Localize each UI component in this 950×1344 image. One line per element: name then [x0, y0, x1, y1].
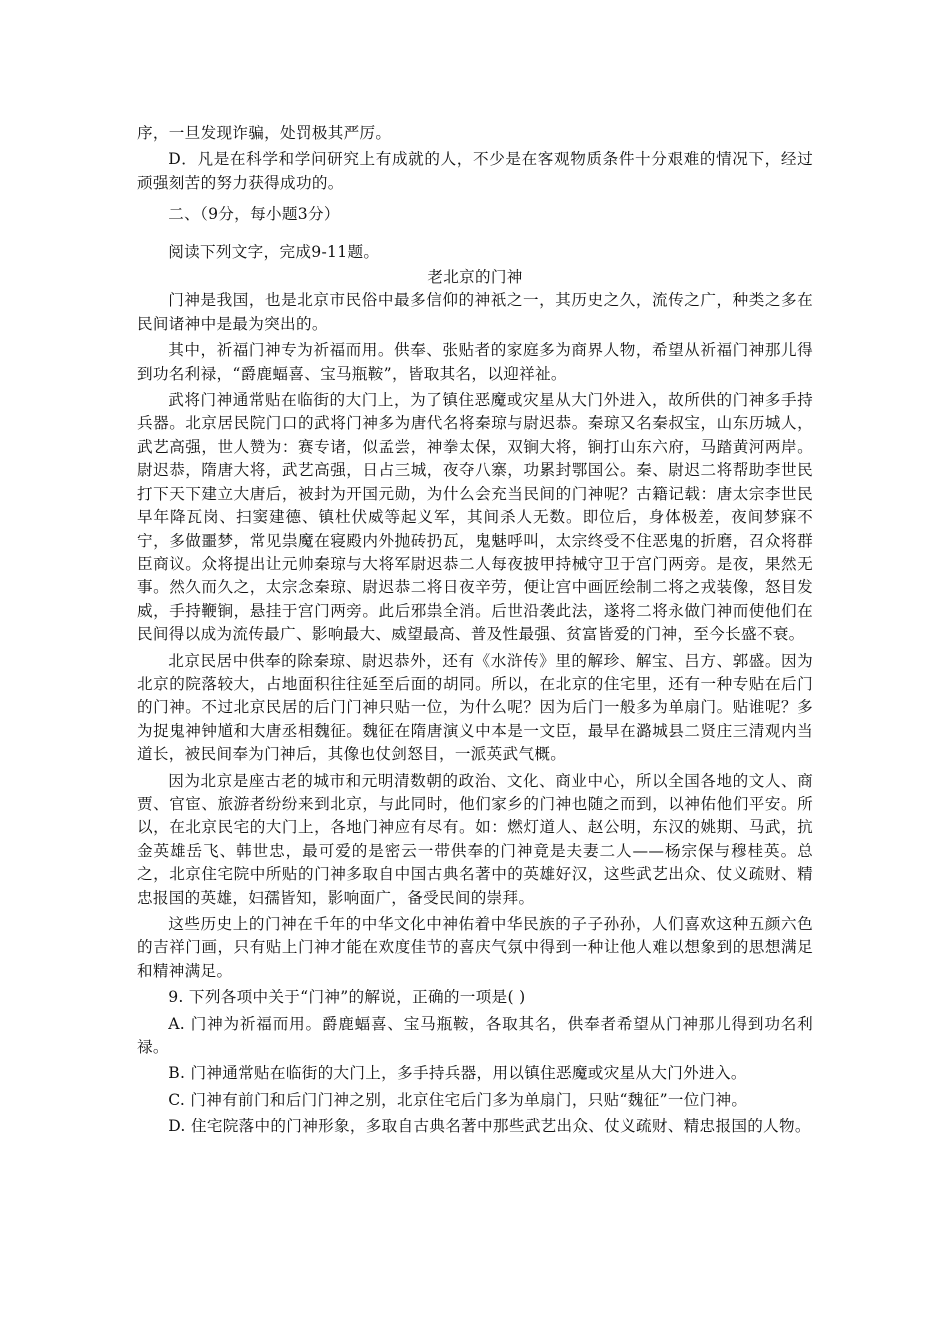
article-title: 老北京的门神 — [427, 268, 523, 287]
question-9-option-a: A. 门神为祈福而用。爵鹿蝠喜、宝马瓶鞍，各取其名，供奉者希望从门神那儿得到功名利禄。 — [137, 1014, 813, 1057]
article-paragraph-3: 武将门神通常贴在临街的大门上，为了镇住恶魔或灾星从大门外进入，故所供的门神多手持兵器。北京居民院门口的武将门神多为唐代名将秦琼与尉迟恭。秦琼又名秦叔宝，山东历城人，武艺高强，世人赞为：赛专诸，似孟尝，神拳太保，双锏大将，锏打山东六府，马踏黄河两岸。尉迟恭，隋唐大将，武艺高强，日占三城，夜夺八寨，功累封鄂国公。秦、尉迟二将帮助李世民打下天下建立大唐后，被封为开国元勋，为什么会充当民间的门神呢？古籍记载：唐太宗李世民早年降瓦岗、扫窦建德、镇杜伏威等起义军，其间杀人无数。即位后，身体极差，夜间梦寐不宁，多做噩梦，常见祟魔在寝殿内外抛砖扔瓦，鬼魅呼叫，太宗终受不住恶鬼的折磨，召众将群臣商议。众将提出让元帅秦琼与大将军尉迟恭二人每夜披甲持械守卫于宫门两旁。是夜，果然无事。然久而久之，太宗念秦琼、尉迟恭二将日夜辛劳，便让宫中画匠绘制二将之戎装像，怒目发威，手持鞭锏，悬挂于宫门两旁。此后邪祟全消。后世沿袭此法，遂将二将永做门神而使他们在民间得以成为流传最广、影响最大、威望最高、普及性最强、贫富皆爱的门神，至今长盛不衰。 — [137, 391, 813, 644]
article-paragraph-4: 北京民居中供奉的除秦琼、尉迟恭外，还有《水浒传》里的解珍、解宝、吕方、郭盛。因为北京的院落较大，占地面积往往延至后面的胡同。所以，在北京的住宅里，还有一种专贴在后门的门神。不过北京民居的后门门神只贴一位，为什么呢？因为后门一般多为单扇门。贴谁呢？多为捉鬼神钟馗和大唐丞相魏征。魏征在隋唐演义中本是一文臣，最早在潞城县二贤庄三清观内当道长，被民间奉为门神后，其像也仗剑怒目，一派英武气概。 — [137, 651, 813, 764]
document-page — [137, 122, 813, 1139]
section-heading: 二、（9分，每小题3分） — [168, 205, 340, 224]
article-paragraph-2: 其中，祈福门神专为祈福而用。供奉、张贴者的家庭多为商界人物，希望从祈福门神那儿得到功名利禄，“爵鹿蝠喜、宝马瓶鞍”，皆取其名，以迎祥祉。 — [137, 341, 813, 383]
article-paragraph-1: 门神是我国，也是北京市民俗中最多信仰的神祇之一，其历史之久，流传之广，种类之多在民间诸神中是最为突出的。 — [137, 291, 813, 333]
question-9-option-d: D. 住宅院落中的门神形象，多取自古典名著中那些武艺出众、仗义疏财、精忠报国的人物。 — [168, 1117, 811, 1136]
prev-option-d: D．凡是在科学和学问研究上有成就的人，不少是在客观物质条件十分艰难的情况下，经过顽强刻苦的努力获得成功的。 — [137, 150, 813, 192]
section-instruction: 阅读下列文字，完成9-11题。 — [168, 242, 380, 261]
article-paragraph-6: 这些历史上的门神在千年的中华文化中神佑着中华民族的子子孙孙，人们喜欢这种五颜六色的吉祥门画，只有贴上门神才能在欢度佳节的喜庆气氛中得到一种让他人难以想象到的思想满足和精神满足。 — [137, 915, 813, 980]
question-9-option-b: B. 门神通常贴在临街的大门上，多手持兵器，用以镇住恶魔或灾星从大门外进入。 — [168, 1064, 747, 1083]
question-9-option-c: C. 门神有前门和后门门神之别，北京住宅后门多为单扇门，只贴“魏征”一位门神。 — [168, 1090, 748, 1109]
article-paragraph-5: 因为北京是座古老的城市和元明清数朝的政治、文化、商业中心，所以全国各地的文人、商贾、官宦、旅游者纷纷来到北京，与此同时，他们家乡的门神也随之而到，以神佑他们平安。所以，在北京民宅的大门上，各地门神应有尽有。如：燃灯道人、赵公明，东汉的姚期、马武，抗金英雄岳飞、韩世忠，最可爱的是密云一带供奉的门神竟是夫妻二人——杨宗保与穆桂英。总之，北京住宅院中所贴的门神多取自中国古典名著中的英雄好汉，这些武艺出众、仗义疏财、精忠报国的英雄，妇孺皆知，影响面广，备受民间的崇拜。 — [137, 771, 813, 907]
prev-option-c-tail: 序，一旦发现诈骗，处罚极其严厉。 — [137, 124, 392, 142]
question-9-stem: 9. 下列各项中关于“门神”的解说，正确的一项是( ) — [168, 988, 526, 1007]
